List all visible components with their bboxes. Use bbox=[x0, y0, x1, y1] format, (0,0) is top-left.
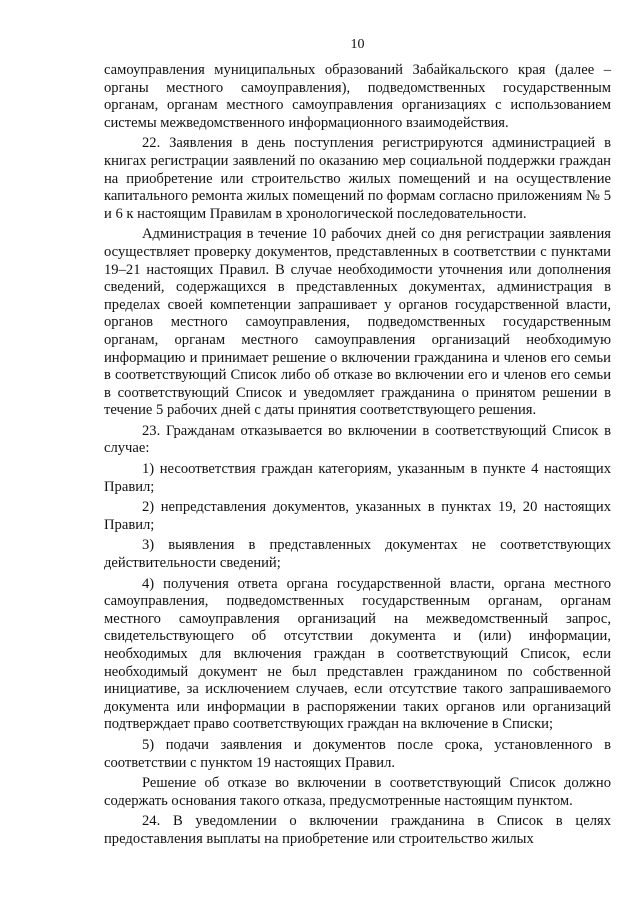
document-body bbox=[104, 62, 611, 849]
paragraph-23: 23. Гражданам отказывается во включении в соответствующий Список в случае: bbox=[104, 422, 611, 457]
list-item-1: 1) несоответствия граждан категориям, указанным в пункте 4 настоящих Правил; bbox=[104, 461, 611, 495]
paragraph-continuation: самоуправления муниципальных образований Забайкальского края (далее – органы местного самоуправления), подведомственных государственным органам, органам местного самоуправления организациях с использованием системы межведомственного информационного взаимодействия. bbox=[104, 62, 611, 131]
document-page bbox=[104, 36, 611, 852]
page-number: 10 bbox=[350, 37, 365, 52]
list-item-2: 2) непредставления документов, указанных в пунктах 19, 20 настоящих Правил; bbox=[104, 499, 611, 533]
list-item-4: 4) получения ответа органа государственной власти, органа местного самоуправления, подведомственных государственным органам, органам местного самоуправления организаций на межведомственный запрос, свидетельствующего об отсутствии документа и (или) информации, необходимых для включения граждан в соответствующий Список, если необходимый документ не был представлен гражданином по собственной инициативе, за исключением случаев, если отсутствие такого запрашиваемого документа или информации в распоряжении таких органов или организаций подтверждает право соответствующих граждан на включение в Списки; bbox=[104, 575, 611, 733]
list-item-3: 3) выявления в представленных документах не соответствующих действительности сведений; bbox=[104, 537, 611, 572]
paragraph-administration-review: Администрация в течение 10 рабочих дней со дня регистрации заявления осуществляет проверку документов, представленных в соответствии с пунктами 19–21 настоящих Правил. В случае необходимости уточнения или дополнения сведений, содержащихся в представленных документах, администрация в пределах своей компетенции запрашивает у органов государственной власти, органов местного самоуправления, подведомственных государственным органам, органам местного самоуправления организаций необходимую информацию и принимает решение о включении гражданина и членов его семьи в соответствующий Список либо об отказе во включении его и членов его семьи в соответствующий Список и уведомляет гражданина о принятом решении в течение 5 рабочих дней с даты принятия соответствующего решения. bbox=[104, 226, 611, 419]
paragraph-22: 22. Заявления в день поступления регистрируются администрацией в книгах регистрации заявлений по оказанию мер социальной поддержки граждан на приобретение или строительство жилых помещений и на осуществление капитального ремонта жилых помещений по формам согласно приложениям № 5 и 6 к настоящим Правилам в хронологической последовательности. bbox=[104, 135, 611, 222]
list-item-5: 5) подачи заявления и документов после срока, установленного в соответствии с пунктом 19 настоящих Правил. bbox=[104, 736, 611, 771]
paragraph-24: 24. В уведомлении о включении гражданина в Список в целях предоставления выплаты на приобретение или строительство жилых bbox=[104, 813, 611, 847]
paragraph-refusal-decision: Решение об отказе во включении в соответствующий Список должно содержать основания такого отказа, предусмотренные настоящим пунктом. bbox=[104, 775, 611, 809]
